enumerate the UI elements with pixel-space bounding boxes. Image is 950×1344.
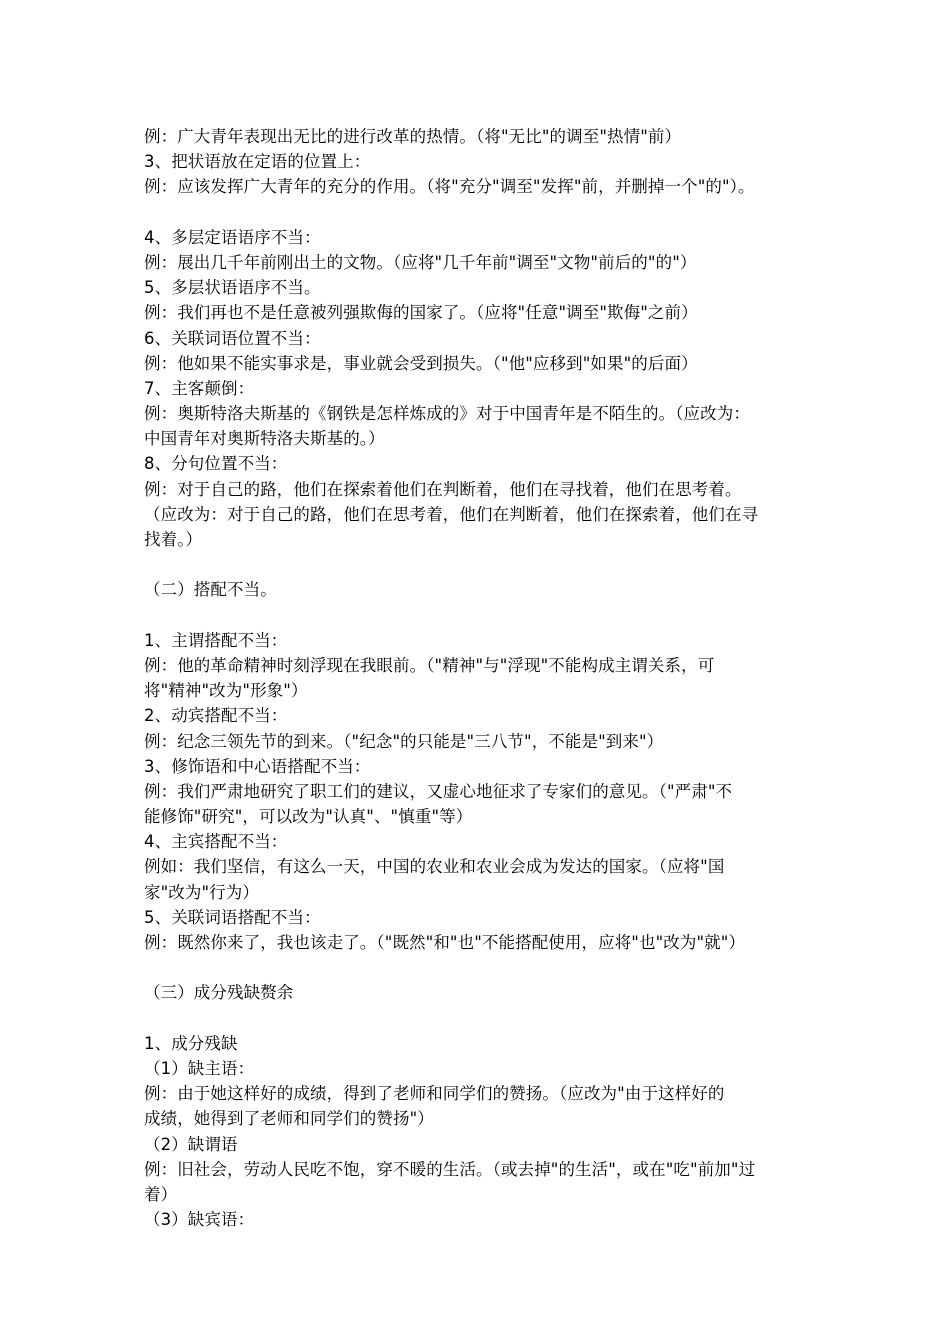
text-line: 例如：我们坚信，有这么一天，中国的农业和农业会成为发达的国家。（应将"国 [144, 857, 725, 877]
text-line: 着） [144, 1184, 178, 1204]
text-line: 例：对于自己的路，他们在探索着他们在判断着，他们在寻找着，他们在思考着。 [144, 479, 742, 499]
text-line: 例：旧社会，劳动人民吃不饱，穿不暖的生活。（或去掉"的生活"，或在"吃"前加"过 [144, 1159, 756, 1179]
text-line: 3、修饰语和中心语搭配不当： [144, 756, 371, 776]
text-line: 例：由于她这样好的成绩，得到了老师和同学们的赞扬。（应改为"由于这样好的 [144, 1084, 725, 1104]
blank-line [144, 200, 824, 225]
text-line: 例：既然你来了，我也该走了。（"既然"和"也"不能搭配使用，应将"也"改为"就"） [144, 933, 746, 952]
text-line: 例：展出几千年前刚出土的文物。（应将"几千年前"调至"文物"前后的"的"） [144, 252, 697, 272]
section-heading: （三）成分残缺赘余 [144, 983, 294, 1003]
text-line: 例：广大青年表现出无比的进行改革的热情。（将"无比"的调至"热情"前） [144, 127, 682, 146]
text-line: 6、关联词语位置不当： [144, 328, 321, 348]
text-line: 家"改为"行为） [144, 882, 259, 902]
text-line: 成绩，她得到了老师和同学们的赞扬"） [144, 1109, 434, 1129]
blank-line [144, 1006, 824, 1031]
text-line: 能修饰"研究"，可以改为"认真"、"慎重"等） [144, 807, 473, 827]
blank-line [144, 552, 824, 577]
text-line: 5、关联词语搭配不当： [144, 907, 321, 927]
blank-line [144, 955, 824, 980]
text-line: 5、多层状语语序不当。 [144, 278, 321, 298]
text-line: 4、多层定语语序不当： [144, 227, 321, 247]
text-line: 1、成分残缺 [144, 1033, 238, 1053]
text-line: 4、主宾搭配不当： [144, 832, 288, 852]
text-line: （1）缺主语： [144, 1058, 255, 1078]
text-line: 中国青年对奥斯特洛夫斯基的。） [144, 429, 385, 449]
text-line: 3、把状语放在定语的位置上： [144, 152, 371, 172]
text-line: 1、主谓搭配不当： [144, 630, 288, 650]
text-line: 7、主客颠倒： [144, 378, 255, 398]
text-line: 例：我们再也不是任意被列强欺侮的国家了。（应将"任意"调至"欺侮"之前） [144, 303, 698, 323]
text-line: 例：他如果不能实事求是，事业就会受到损失。（"他"应移到"如果"的后面） [144, 353, 698, 373]
document-body [144, 124, 824, 1232]
text-line: （应改为：对于自己的路，他们在思考着，他们在判断着，他们在探索着，他们在寻 [144, 504, 759, 524]
text-line: 例：他的革命精神时刻浮现在我眼前。（"精神"与"浮现"不能构成主谓关系，可 [144, 655, 715, 675]
text-line: 找着。） [144, 530, 203, 549]
blank-line [144, 603, 824, 628]
text-line: 2、动宾搭配不当： [144, 706, 288, 726]
text-line: 例：纪念三领先节的到来。（"纪念"的只能是"三八节"，不能是"到来"） [144, 731, 664, 751]
text-line: 8、分句位置不当： [144, 454, 288, 474]
section-heading: （二）搭配不当。 [144, 580, 277, 600]
text-line: （2）缺谓语 [144, 1134, 238, 1154]
text-line: 例：我们严肃地研究了职工们的建议，又虚心地征求了专家们的意见。（"严肃"不 [144, 781, 733, 801]
text-line: （3）缺宾语： [144, 1210, 255, 1230]
text-line: 例：奥斯特洛夫斯基的《钢铁是怎样炼成的》对于中国青年是不陌生的。（应改为： [144, 404, 750, 424]
text-line: 将"精神"改为"形象"） [144, 681, 308, 701]
text-line: 例：应该发挥广大青年的充分的作用。（将"充分"调至"发挥"前，并删掉一个"的"）。 [144, 177, 755, 197]
